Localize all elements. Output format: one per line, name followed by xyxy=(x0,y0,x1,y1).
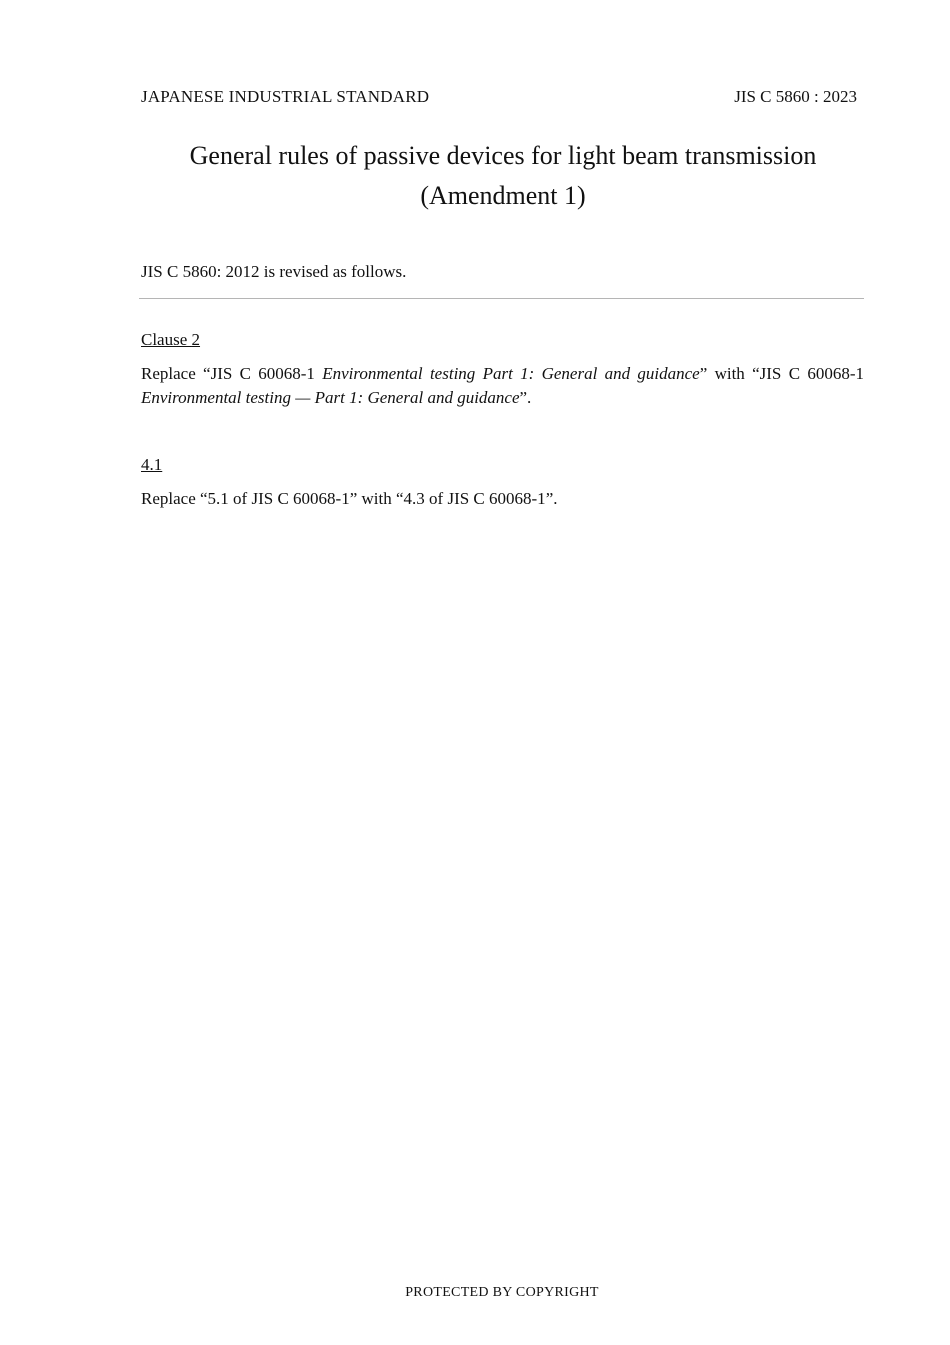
clause-4-1-old-number: 5.1 xyxy=(207,489,229,508)
clause-4-1-end-text: ”. xyxy=(545,489,558,508)
title-line-2: (Amendment 1) xyxy=(420,181,586,210)
clause-4-1-paragraph xyxy=(141,487,864,511)
clause-4-1-standard-1: JIS C 60068-1 xyxy=(251,489,350,508)
clause-4-1-replace-text: Replace “ xyxy=(141,489,208,508)
document-title xyxy=(141,136,865,216)
clause-2-heading-number: 2 xyxy=(191,330,201,349)
clause-2-heading-word: Clause xyxy=(141,330,192,349)
divider xyxy=(139,298,864,299)
copyright-footer: PROTECTED BY COPYRIGHT xyxy=(405,1285,599,1300)
clause-2-paragraph xyxy=(141,362,864,410)
clause-4-1-new-number: 4.3 xyxy=(403,489,425,508)
clause-4-1-heading: 4.1 xyxy=(141,455,163,474)
clause-4-1-with-text: ” with “ xyxy=(349,489,404,508)
header-standard-label: JAPANESE INDUSTRIAL STANDARD xyxy=(141,87,430,106)
clause-2-new-title: Environmental testing — Part 1: General and guidance xyxy=(141,388,520,407)
clause-2-old-title: Environmental testing Part 1: General and guidance xyxy=(322,364,700,383)
clause-2-heading xyxy=(141,330,200,350)
revision-statement xyxy=(141,262,406,282)
clause-2-replace-text: Replace “JIS C 60068-1 xyxy=(141,364,323,383)
revision-standard: JIS C 5860: xyxy=(141,262,222,281)
clause-2-end-text: ”. xyxy=(519,388,532,407)
title-line-1: General rules of passive devices for light beam transmission xyxy=(189,141,817,170)
header-standard-number: JIS C 5860 : 2023 xyxy=(734,87,857,106)
clause-2-with-text: ” with “JIS C 60068-1 xyxy=(699,364,864,383)
revision-text: 2012 is revised as follows. xyxy=(221,262,407,281)
clause-4-1-of-text-1: of xyxy=(228,489,252,508)
clause-4-1-standard-2: JIS C 60068-1 xyxy=(447,489,546,508)
clause-4-1-of-text-2: of xyxy=(424,489,448,508)
